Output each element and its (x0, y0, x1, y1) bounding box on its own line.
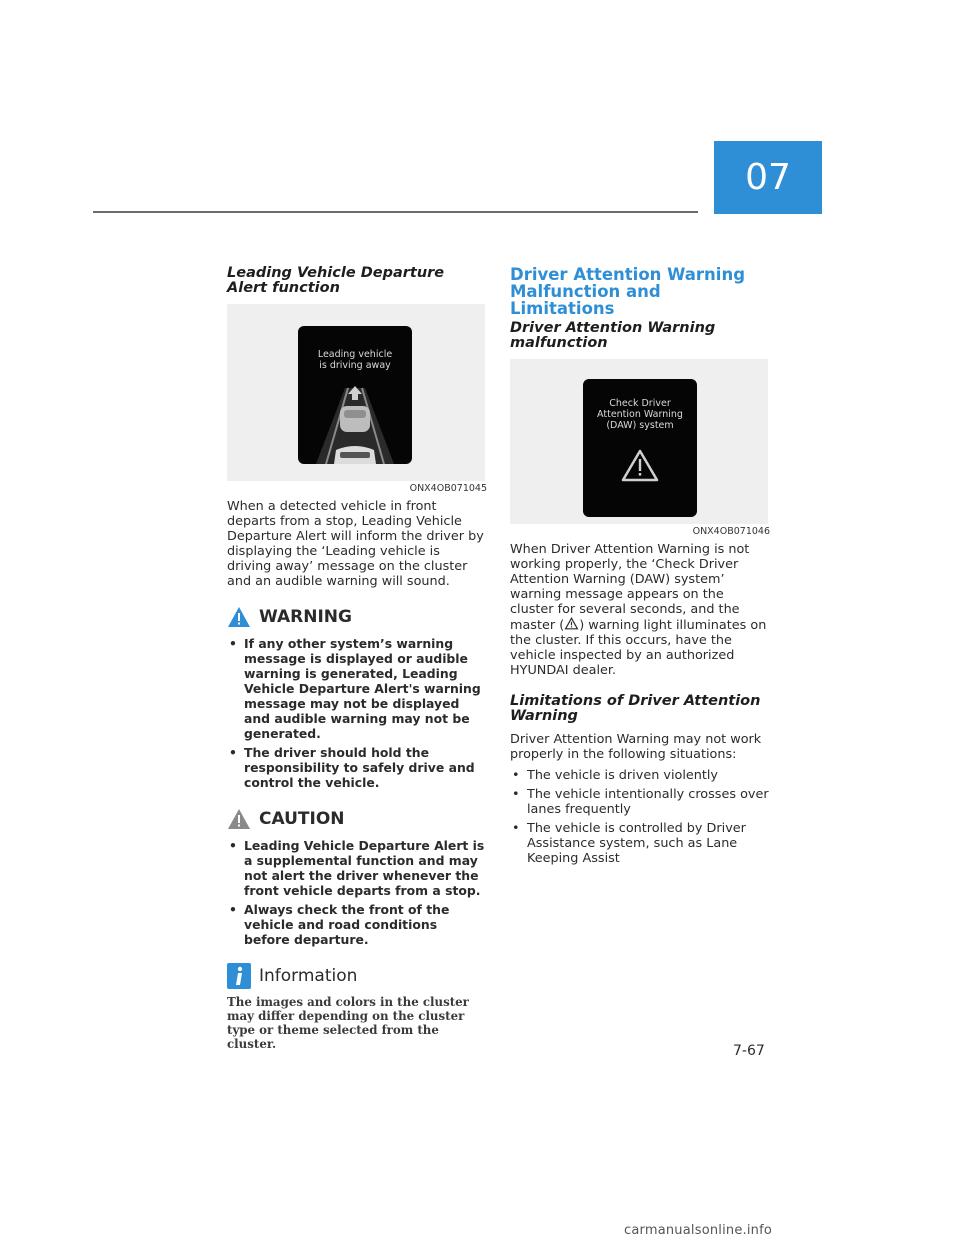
info-icon (227, 963, 251, 989)
figure-code: ONX4OB071046 (692, 526, 770, 537)
screen-line-2: Attention Warning (597, 409, 683, 420)
lvda-heading: Leading Vehicle Departure Alert function (227, 265, 445, 296)
warning-triangle-icon (583, 379, 697, 517)
chapter-tab: 07 (714, 141, 822, 214)
caution-icon (227, 808, 251, 830)
daw-paragraph-part2: ) warning light illuminates on the cluster. If this occurs, have the vehicle inspected by an authorized HYUNDAI dealer. (510, 618, 767, 678)
daw-paragraph-part1: When Driver Attention Warning is not working properly, the ‘Check Driver Attention Warning (DAW) system’ warning message appears on the cluster for several seconds, and the master ( (510, 542, 750, 633)
information-text: The images and colors in the cluster may differ depending on the cluster type or theme selected from the cluster. (227, 995, 469, 1051)
warning-header (227, 606, 487, 628)
screen-line-3: (DAW) system (606, 420, 674, 431)
warning-item: • The driver should hold the responsibility to safely drive and control the vehicle. (227, 745, 487, 790)
watermark: carmanualsonline.info (624, 1223, 773, 1238)
section-title: Driver Attention Warning Malfunction and Limitations (510, 265, 746, 318)
warning-title: WARNING (259, 607, 352, 627)
caution-item: • Leading Vehicle Departure Alert is a supplemental function and may not alert the driver whenever the front vehicle departs from a stop. (227, 838, 487, 898)
lvda-figure (227, 304, 485, 481)
daw-figure (510, 359, 768, 524)
cluster-screen (298, 326, 412, 464)
information-title: Information (259, 966, 358, 986)
header-divider (93, 211, 698, 213)
limitations-paragraph: Driver Attention Warning may not work properly in the following situations: (510, 732, 762, 762)
page-number: 7-67 (733, 1043, 765, 1059)
limitations-heading: Limitations of Driver Attention Warning (510, 693, 761, 724)
screen-line-1: Leading vehicle (317, 349, 393, 360)
daw-malfunction-heading: Driver Attention Warning malfunction (510, 320, 716, 351)
lvda-paragraph: When a detected vehicle in front departs from a stop, Leading Vehicle Departure Alert will inform the driver by displaying the ‘Leading vehicle is driving away’ message on the cluster and an audible warning will sound. (227, 499, 484, 589)
list-item: • The vehicle is controlled by Driver Assistance system, such as Lane Keeping Assist (510, 821, 770, 866)
warning-item: • If any other system’s warning message is displayed or audible warning is generated, Leading Vehicle Departure Alert's warning message may not be displayed and audible warning may not be generated. (227, 636, 487, 741)
left-column (227, 266, 487, 1051)
road-vehicle-icon (298, 326, 412, 464)
warning-icon (227, 606, 251, 628)
screen-line-2: is driving away (319, 360, 391, 371)
cluster-screen (583, 379, 697, 517)
information-header (227, 963, 487, 989)
warning-list (227, 636, 487, 790)
screen-line-1: Check Driver (609, 398, 671, 409)
list-item: • The vehicle is driven violently (510, 768, 770, 783)
caution-list (227, 838, 487, 947)
figure-code: ONX4OB071045 (409, 483, 487, 494)
master-warning-icon (564, 617, 579, 630)
right-column (510, 266, 770, 870)
caution-header (227, 808, 487, 830)
list-item: • The vehicle intentionally crosses over lanes frequently (510, 787, 770, 817)
caution-item: • Always check the front of the vehicle and road conditions before departure. (227, 902, 487, 947)
limitations-list (510, 768, 770, 866)
daw-paragraph (510, 542, 770, 678)
caution-title: CAUTION (259, 809, 345, 829)
